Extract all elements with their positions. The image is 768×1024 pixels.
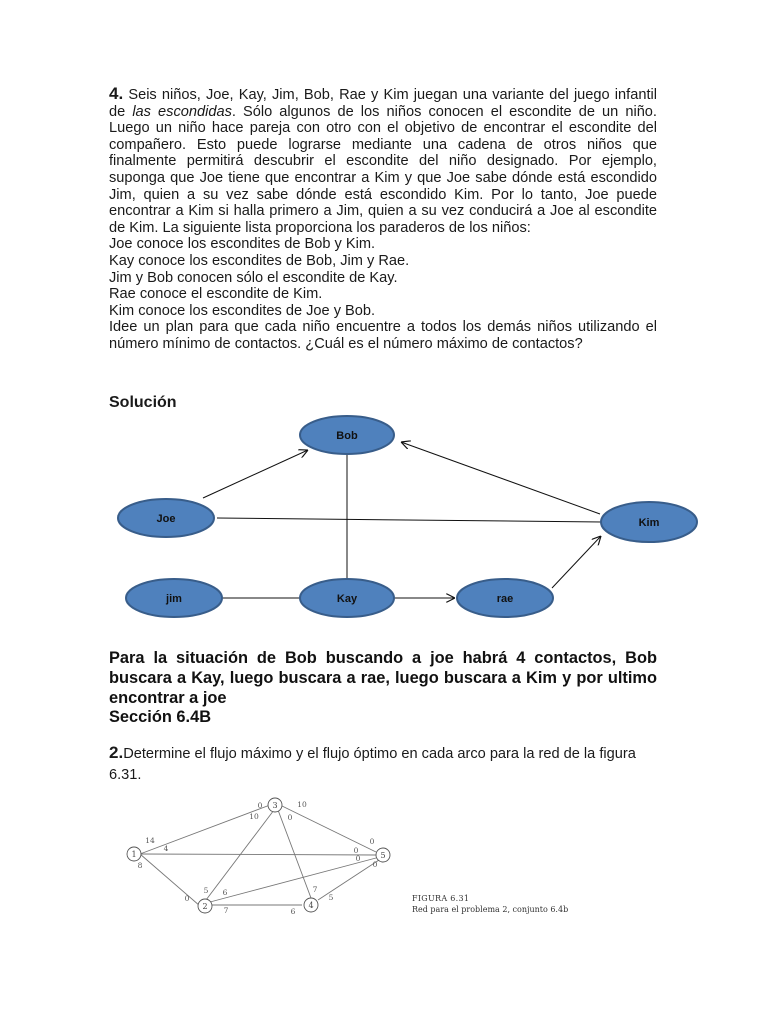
arc-label: 5: [328, 893, 334, 902]
edge-kim-bob: [401, 442, 600, 514]
net-node-1-label: 1: [131, 850, 137, 859]
arc-label: 10: [249, 812, 259, 821]
node-kim: [601, 502, 697, 542]
net-node-5-label: 5: [380, 851, 386, 860]
arc-2-5: [210, 858, 376, 902]
fact-line-5: Kim conoce los escondites de Joe y Bob.: [109, 302, 376, 319]
problem-question: Idee un plan para que cada niño encuentre a todos los demás niños utilizando el número mínimo de contactos. ¿Cuál es el número máximo de contactos?: [109, 319, 657, 352]
arc-label: 4: [163, 844, 169, 853]
node-kay: [300, 579, 394, 617]
arc-label: 7: [223, 906, 229, 915]
net-node-2-label: 2: [202, 902, 208, 911]
arc-3-2: [203, 810, 274, 900]
arc-label: 0: [353, 846, 359, 855]
edge-joe-kim: [217, 518, 602, 522]
hiding-places-graph: [0, 412, 768, 632]
node-bob: [300, 416, 394, 454]
arc-1-5: [140, 854, 376, 855]
figure-caption-title: FIGURA 6.31: [412, 894, 470, 903]
arc-label: 0: [369, 837, 375, 846]
arc-label: 10: [297, 800, 307, 809]
figure-caption: [412, 893, 568, 915]
edge-rae-kim: [552, 536, 601, 588]
problem-number: 4.: [109, 84, 124, 103]
node-label-kim: Kim: [638, 517, 660, 529]
problem-2-number: 2.: [109, 743, 124, 762]
fact-line-4: Rae conoce el escondite de Kim.: [109, 286, 323, 303]
arc-4-5: [318, 860, 379, 900]
arc-label: 6: [222, 888, 228, 897]
arc-label: 5: [203, 886, 209, 895]
arc-1-2: [137, 854, 200, 906]
problem-intro-start: Seis niños, Joe, Kay, Jim, Bob, Rae y Kim juegan una variante del juego infantil de: [109, 87, 657, 120]
figure-caption-subtitle: Red para el problema 2, conjunto 6.4b: [412, 905, 569, 914]
problem-intro-rest: . Sólo algunos de los niños conocen el escondite de un niño. Luego un niño hace pareja con otro con el objetivo de encontrar el escondite del compañero. Esto puede lograrse mediante una cadena de otros niños que finalmente permitirá descubrir el escondite del niño designado. Por ejemplo, suponga que Joe tiene que encontrar a Kim y que Joe sabe dónde está escondido Jim, quien a su vez sabe dónde está escondido Kim. Por lo tanto, Joe puede encontrar a Kim si halla primero a Jim, quien a su vez conducirá a Joe al escondite de Kim. La siguiente lista proporciona los paraderos de los niños:: [109, 103, 657, 236]
node-label-kay: Kay: [336, 593, 358, 605]
node-label-bob: Bob: [336, 430, 358, 442]
arc-label: 0: [287, 813, 293, 822]
fact-line-1: Joe conoce los escondites de Bob y Kim.: [109, 236, 376, 253]
node-jim: [126, 579, 222, 617]
node-label-rae: rae: [496, 593, 514, 605]
fact-line-3: Jim y Bob conocen sólo el escondite de Kay.: [109, 269, 398, 286]
section-heading: Sección 6.4B: [109, 708, 212, 726]
node-label-jim: jim: [166, 593, 182, 605]
solution-text: Para la situación de Bob buscando a joe habrá 4 contactos, Bob buscara a Kay, luego buscara a rae, luego buscara a Kim y por ultimo encontrar a joe: [109, 649, 657, 707]
edge-joe-bob: [203, 450, 308, 498]
arc-label: 7: [312, 885, 318, 894]
arc-label: 0: [184, 894, 190, 903]
net-node-3-label: 3: [272, 801, 278, 810]
arc-label: 6: [290, 907, 296, 916]
net-node-4-label: 4: [308, 901, 314, 910]
arc-3-5: [280, 805, 376, 852]
node-joe: [118, 499, 214, 537]
node-label-joe: Joe: [156, 513, 176, 525]
arc-3-4: [278, 810, 311, 898]
node-rae: [457, 579, 553, 617]
solution-heading: Solución: [109, 394, 177, 411]
problem-4-statement: [109, 86, 657, 353]
arc-label: 8: [137, 861, 143, 870]
arc-label: 0: [355, 854, 361, 863]
fact-line-2: Kay conoce los escondites de Bob, Jim y Rae.: [109, 252, 410, 269]
arc-label: 14: [145, 836, 155, 845]
italic-term: las escondidas: [132, 103, 232, 120]
figure-6-31-network: [118, 796, 408, 916]
arc-label: 0: [372, 860, 378, 869]
arc-label: 0: [257, 801, 263, 810]
problem-2-text: Determine el flujo máximo y el flujo óptimo en cada arco para la red de la figura 6.31.: [109, 746, 636, 783]
problem-2-statement: [109, 742, 657, 786]
